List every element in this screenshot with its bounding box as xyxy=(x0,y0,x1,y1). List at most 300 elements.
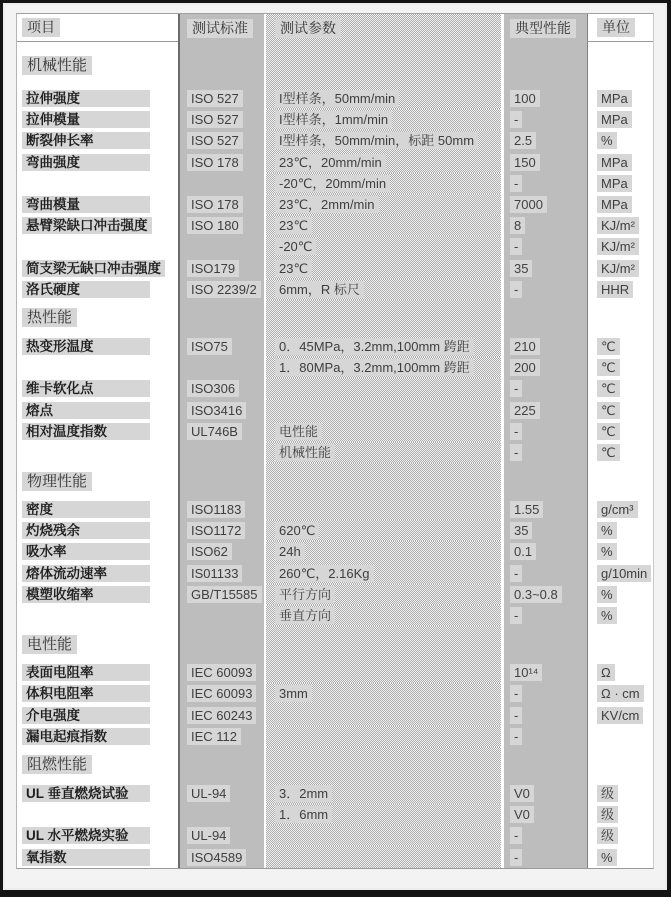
cell-standard xyxy=(178,463,264,499)
column-header-value: 典型性能 xyxy=(510,19,576,38)
cell-item xyxy=(17,726,178,747)
unit-text: KJ/m² xyxy=(597,217,639,234)
value-text: - xyxy=(510,175,522,192)
property-label: 断裂伸长率 xyxy=(22,132,150,149)
property-label: 吸水率 xyxy=(22,543,150,560)
cell-value xyxy=(504,357,587,378)
cell-unit xyxy=(587,300,653,336)
cell-standard xyxy=(178,584,264,605)
property-label: 体积电阻率 xyxy=(22,685,150,702)
cell-item xyxy=(17,541,178,562)
cell-unit xyxy=(587,463,653,499)
cell-param xyxy=(264,378,504,399)
cell-param xyxy=(264,726,504,747)
param-text: 0．45MPa，3.2mm,100mm 跨距 xyxy=(275,338,474,355)
unit-text: 级 xyxy=(597,785,618,802)
cell-value xyxy=(504,258,587,279)
cell-standard xyxy=(178,846,264,867)
standard-text: ISO1183 xyxy=(187,501,245,518)
unit-text: ℃ xyxy=(597,444,620,461)
value-text: - xyxy=(510,423,522,440)
cell-value xyxy=(504,378,587,399)
header-cell-param xyxy=(264,14,504,42)
value-text: - xyxy=(510,565,522,582)
cell-unit xyxy=(587,378,653,399)
value-text: V0 xyxy=(510,785,534,802)
cell-standard xyxy=(178,421,264,442)
cell-unit xyxy=(587,152,653,173)
unit-text: ℃ xyxy=(597,380,620,397)
property-label: 熔点 xyxy=(22,402,150,419)
unit-text: MPa xyxy=(597,154,632,171)
unit-text: % xyxy=(597,543,617,560)
cell-standard xyxy=(178,726,264,747)
property-label: 悬臂梁缺口冲击强度 xyxy=(22,217,152,234)
param-text: 3mm xyxy=(275,685,312,702)
cell-value xyxy=(504,825,587,846)
param-text: 6mm，R 标尺 xyxy=(275,281,364,298)
cell-value xyxy=(504,336,587,357)
cell-item xyxy=(17,378,178,399)
cell-param xyxy=(264,357,504,378)
cell-standard xyxy=(178,258,264,279)
cell-unit xyxy=(587,825,653,846)
cell-item xyxy=(17,399,178,420)
cell-value xyxy=(504,463,587,499)
cell-item xyxy=(17,520,178,541)
standard-text: UL-94 xyxy=(187,827,230,844)
standard-text: ISO179 xyxy=(187,260,239,277)
unit-text: MPa xyxy=(597,196,632,213)
standard-text: ISO75 xyxy=(187,338,232,355)
cell-item xyxy=(17,130,178,151)
value-text: 100 xyxy=(510,90,540,107)
unit-text: KV/cm xyxy=(597,707,643,724)
cell-value xyxy=(504,173,587,194)
cell-standard xyxy=(178,804,264,825)
standard-text: GB/T15585 xyxy=(187,586,262,603)
unit-text: ℃ xyxy=(597,423,620,440)
value-text: 35 xyxy=(510,260,532,277)
cell-param xyxy=(264,279,504,300)
cell-standard xyxy=(178,300,264,336)
cell-standard xyxy=(178,825,264,846)
cell-item xyxy=(17,236,178,257)
standard-text: ISO 180 xyxy=(187,217,243,234)
cell-param xyxy=(264,626,504,662)
cell-item xyxy=(17,605,178,626)
property-label: 氧指数 xyxy=(22,849,150,866)
standard-text: IS01133 xyxy=(187,565,242,582)
property-label: UL 垂直燃烧试验 xyxy=(22,785,150,802)
cell-standard xyxy=(178,215,264,236)
cell-unit xyxy=(587,563,653,584)
unit-text: KJ/m² xyxy=(597,238,639,255)
standard-text: ISO 2239/2 xyxy=(187,281,261,298)
cell-value xyxy=(504,705,587,726)
unit-text: g/10min xyxy=(597,565,651,582)
cell-param xyxy=(264,747,504,783)
cell-unit xyxy=(587,747,653,783)
cell-item xyxy=(17,109,178,130)
unit-text: HHR xyxy=(597,281,633,298)
property-label: 拉伸强度 xyxy=(22,90,150,107)
value-text: V0 xyxy=(510,806,534,823)
cell-standard xyxy=(178,605,264,626)
section-cell xyxy=(17,626,178,662)
section-label: 热性能 xyxy=(22,308,77,327)
cell-unit xyxy=(587,236,653,257)
section-cell xyxy=(17,463,178,499)
value-text: 2.5 xyxy=(510,132,536,149)
property-label: 弯曲强度 xyxy=(22,154,150,171)
cell-item xyxy=(17,804,178,825)
cell-unit xyxy=(587,399,653,420)
cell-unit xyxy=(587,42,653,88)
property-label: 拉伸模量 xyxy=(22,111,150,128)
cell-value xyxy=(504,421,587,442)
property-label: 表面电阻率 xyxy=(22,664,150,681)
cell-item xyxy=(17,215,178,236)
cell-item xyxy=(17,825,178,846)
cell-item xyxy=(17,499,178,520)
cell-param xyxy=(264,173,504,194)
value-text: - xyxy=(510,728,522,745)
section-cell xyxy=(17,42,178,88)
cell-param xyxy=(264,109,504,130)
standard-text: IEC 112 xyxy=(187,728,241,745)
cell-param xyxy=(264,825,504,846)
unit-text: MPa xyxy=(597,111,632,128)
cell-unit xyxy=(587,846,653,867)
header-cell-item xyxy=(17,14,178,42)
cell-unit xyxy=(587,584,653,605)
cell-value xyxy=(504,399,587,420)
cell-param xyxy=(264,130,504,151)
cell-value xyxy=(504,662,587,683)
cell-standard xyxy=(178,279,264,300)
cell-param xyxy=(264,783,504,804)
column-header-param: 测试参数 xyxy=(275,19,341,38)
cell-unit xyxy=(587,726,653,747)
property-label: UL 水平燃烧实验 xyxy=(22,827,150,844)
param-text: I型样条，1mm/min xyxy=(275,111,392,128)
cell-standard xyxy=(178,520,264,541)
value-text: 150 xyxy=(510,154,540,171)
cell-param xyxy=(264,541,504,562)
cell-item xyxy=(17,584,178,605)
column-header-item: 项目 xyxy=(22,18,60,37)
cell-unit xyxy=(587,804,653,825)
cell-param xyxy=(264,336,504,357)
cell-value xyxy=(504,300,587,336)
cell-value xyxy=(504,683,587,704)
param-text: 1．80MPa，3.2mm,100mm 跨距 xyxy=(275,359,474,376)
standard-text: ISO 178 xyxy=(187,154,243,171)
cell-unit xyxy=(587,279,653,300)
cell-standard xyxy=(178,541,264,562)
cell-standard xyxy=(178,683,264,704)
standard-text: UL-94 xyxy=(187,785,230,802)
cell-item xyxy=(17,421,178,442)
section-label: 电性能 xyxy=(22,635,77,654)
cell-item xyxy=(17,279,178,300)
cell-standard xyxy=(178,88,264,109)
cell-unit xyxy=(587,173,653,194)
cell-value xyxy=(504,783,587,804)
value-text: 35 xyxy=(510,522,532,539)
cell-param xyxy=(264,152,504,173)
cell-standard xyxy=(178,336,264,357)
section-cell xyxy=(17,747,178,783)
cell-value xyxy=(504,747,587,783)
cell-unit xyxy=(587,705,653,726)
header-cell-standard xyxy=(178,14,264,42)
param-text: I型样条，50mm/min xyxy=(275,90,399,107)
property-label: 模塑收缩率 xyxy=(22,586,150,603)
cell-param xyxy=(264,563,504,584)
cell-param xyxy=(264,236,504,257)
cell-param xyxy=(264,194,504,215)
cell-item xyxy=(17,258,178,279)
value-text: 210 xyxy=(510,338,540,355)
cell-item xyxy=(17,194,178,215)
param-text: I型样条，50mm/min，标距 50mm xyxy=(275,132,478,149)
cell-param xyxy=(264,215,504,236)
cell-unit xyxy=(587,605,653,626)
properties-table xyxy=(16,13,654,869)
cell-unit xyxy=(587,541,653,562)
param-text: 24h xyxy=(275,543,305,560)
cell-value xyxy=(504,726,587,747)
cell-standard xyxy=(178,130,264,151)
property-label: 热变形温度 xyxy=(22,338,150,355)
cell-param xyxy=(264,442,504,463)
header-cell-value xyxy=(504,14,587,42)
cell-value xyxy=(504,279,587,300)
value-text: - xyxy=(510,685,522,702)
cell-standard xyxy=(178,357,264,378)
cell-param xyxy=(264,88,504,109)
cell-unit xyxy=(587,783,653,804)
unit-text: ℃ xyxy=(597,402,620,419)
property-label: 介电强度 xyxy=(22,707,150,724)
cell-item xyxy=(17,152,178,173)
cell-value xyxy=(504,42,587,88)
property-label: 洛氏硬度 xyxy=(22,281,150,298)
cell-value xyxy=(504,109,587,130)
cell-standard xyxy=(178,173,264,194)
cell-standard xyxy=(178,705,264,726)
unit-text: % xyxy=(597,607,617,624)
standard-text: ISO3416 xyxy=(187,402,246,419)
cell-value xyxy=(504,215,587,236)
cell-standard xyxy=(178,109,264,130)
cell-param xyxy=(264,42,504,88)
cell-value xyxy=(504,499,587,520)
value-text: 225 xyxy=(510,402,540,419)
property-label: 密度 xyxy=(22,501,150,518)
value-text: - xyxy=(510,707,522,724)
unit-text: g/cm³ xyxy=(597,501,638,518)
cell-standard xyxy=(178,42,264,88)
cell-item xyxy=(17,442,178,463)
value-text: 8 xyxy=(510,217,525,234)
cell-item xyxy=(17,357,178,378)
value-text: 0.3~0.8 xyxy=(510,586,562,603)
param-text: 23℃，20mm/min xyxy=(275,154,386,171)
unit-text: MPa xyxy=(597,175,632,192)
cell-value xyxy=(504,846,587,867)
cell-item xyxy=(17,173,178,194)
cell-unit xyxy=(587,421,653,442)
property-label: 维卡软化点 xyxy=(22,380,150,397)
cell-item xyxy=(17,662,178,683)
value-text: - xyxy=(510,111,522,128)
cell-item xyxy=(17,683,178,704)
cell-unit xyxy=(587,130,653,151)
unit-text: 级 xyxy=(597,827,618,844)
value-text: - xyxy=(510,827,522,844)
property-label: 简支梁无缺口冲击强度 xyxy=(22,260,165,277)
property-label: 漏电起痕指数 xyxy=(22,728,150,745)
value-text: 1.55 xyxy=(510,501,543,518)
standard-text: IEC 60243 xyxy=(187,707,256,724)
cell-param xyxy=(264,499,504,520)
cell-standard xyxy=(178,563,264,584)
cell-param xyxy=(264,705,504,726)
cell-value xyxy=(504,194,587,215)
value-text: 7000 xyxy=(510,196,547,213)
cell-unit xyxy=(587,683,653,704)
unit-text: % xyxy=(597,132,617,149)
cell-standard xyxy=(178,399,264,420)
cell-param xyxy=(264,804,504,825)
cell-param xyxy=(264,605,504,626)
param-text: 平行方向 xyxy=(275,586,335,603)
cell-standard xyxy=(178,236,264,257)
cell-param xyxy=(264,421,504,442)
param-text: 23℃，2mm/min xyxy=(275,196,379,213)
section-label: 机械性能 xyxy=(22,56,92,75)
standard-text: ISO62 xyxy=(187,543,232,560)
cell-value xyxy=(504,152,587,173)
cell-value xyxy=(504,541,587,562)
property-label: 灼烧残余 xyxy=(22,522,150,539)
cell-value xyxy=(504,520,587,541)
param-text: 23℃ xyxy=(275,260,312,277)
section-label: 阻燃性能 xyxy=(22,755,92,774)
section-cell xyxy=(17,300,178,336)
unit-text: ℃ xyxy=(597,359,620,376)
cell-value xyxy=(504,605,587,626)
value-text: - xyxy=(510,849,522,866)
cell-standard xyxy=(178,747,264,783)
cell-unit xyxy=(587,357,653,378)
cell-unit xyxy=(587,194,653,215)
standard-text: ISO 178 xyxy=(187,196,243,213)
cell-param xyxy=(264,846,504,867)
value-text: 0.1 xyxy=(510,543,536,560)
section-label: 物理性能 xyxy=(22,472,92,491)
cell-standard xyxy=(178,499,264,520)
cell-value xyxy=(504,804,587,825)
cell-standard xyxy=(178,194,264,215)
standard-text: ISO306 xyxy=(187,380,239,397)
cell-standard xyxy=(178,626,264,662)
cell-item xyxy=(17,88,178,109)
cell-value xyxy=(504,88,587,109)
value-text: 200 xyxy=(510,359,540,376)
property-label: 弯曲模量 xyxy=(22,196,150,213)
unit-text: % xyxy=(597,586,617,603)
cell-value xyxy=(504,626,587,662)
cell-item xyxy=(17,846,178,867)
property-label: 熔体流动速率 xyxy=(22,565,150,582)
standard-text: ISO1172 xyxy=(187,522,245,539)
cell-unit xyxy=(587,215,653,236)
standard-text: ISO 527 xyxy=(187,111,243,128)
cell-standard xyxy=(178,442,264,463)
param-text: 机械性能 xyxy=(275,444,335,461)
header-cell-unit xyxy=(587,14,653,42)
cell-value xyxy=(504,442,587,463)
cell-unit xyxy=(587,520,653,541)
cell-standard xyxy=(178,152,264,173)
cell-unit xyxy=(587,109,653,130)
cell-unit xyxy=(587,662,653,683)
cell-param xyxy=(264,662,504,683)
cell-standard xyxy=(178,783,264,804)
cell-param xyxy=(264,463,504,499)
value-text: - xyxy=(510,281,522,298)
standard-text: ISO4589 xyxy=(187,849,246,866)
cell-standard xyxy=(178,662,264,683)
standard-text: ISO 527 xyxy=(187,90,243,107)
unit-text: % xyxy=(597,522,617,539)
unit-text: KJ/m² xyxy=(597,260,639,277)
cell-value xyxy=(504,130,587,151)
value-text: - xyxy=(510,444,522,461)
cell-param xyxy=(264,258,504,279)
column-header-standard: 测试标准 xyxy=(187,19,253,38)
param-text: -20℃ xyxy=(275,238,316,255)
cell-item xyxy=(17,336,178,357)
cell-unit xyxy=(587,499,653,520)
value-text: - xyxy=(510,380,522,397)
value-text: - xyxy=(510,238,522,255)
unit-text: MPa xyxy=(597,90,632,107)
cell-value xyxy=(504,584,587,605)
standard-text: IEC 60093 xyxy=(187,685,256,702)
value-text: 10¹⁴ xyxy=(510,664,542,681)
cell-param xyxy=(264,683,504,704)
unit-text: ℃ xyxy=(597,338,620,355)
standard-text: IEC 60093 xyxy=(187,664,256,681)
cell-item xyxy=(17,783,178,804)
standard-text: UL746B xyxy=(187,423,242,440)
unit-text: % xyxy=(597,849,617,866)
cell-param xyxy=(264,399,504,420)
cell-standard xyxy=(178,378,264,399)
cell-param xyxy=(264,584,504,605)
cell-param xyxy=(264,300,504,336)
param-text: 23℃ xyxy=(275,217,312,234)
param-text: 1．6mm xyxy=(275,806,332,823)
cell-unit xyxy=(587,626,653,662)
unit-text: Ω xyxy=(597,664,615,681)
param-text: 3．2mm xyxy=(275,785,332,802)
